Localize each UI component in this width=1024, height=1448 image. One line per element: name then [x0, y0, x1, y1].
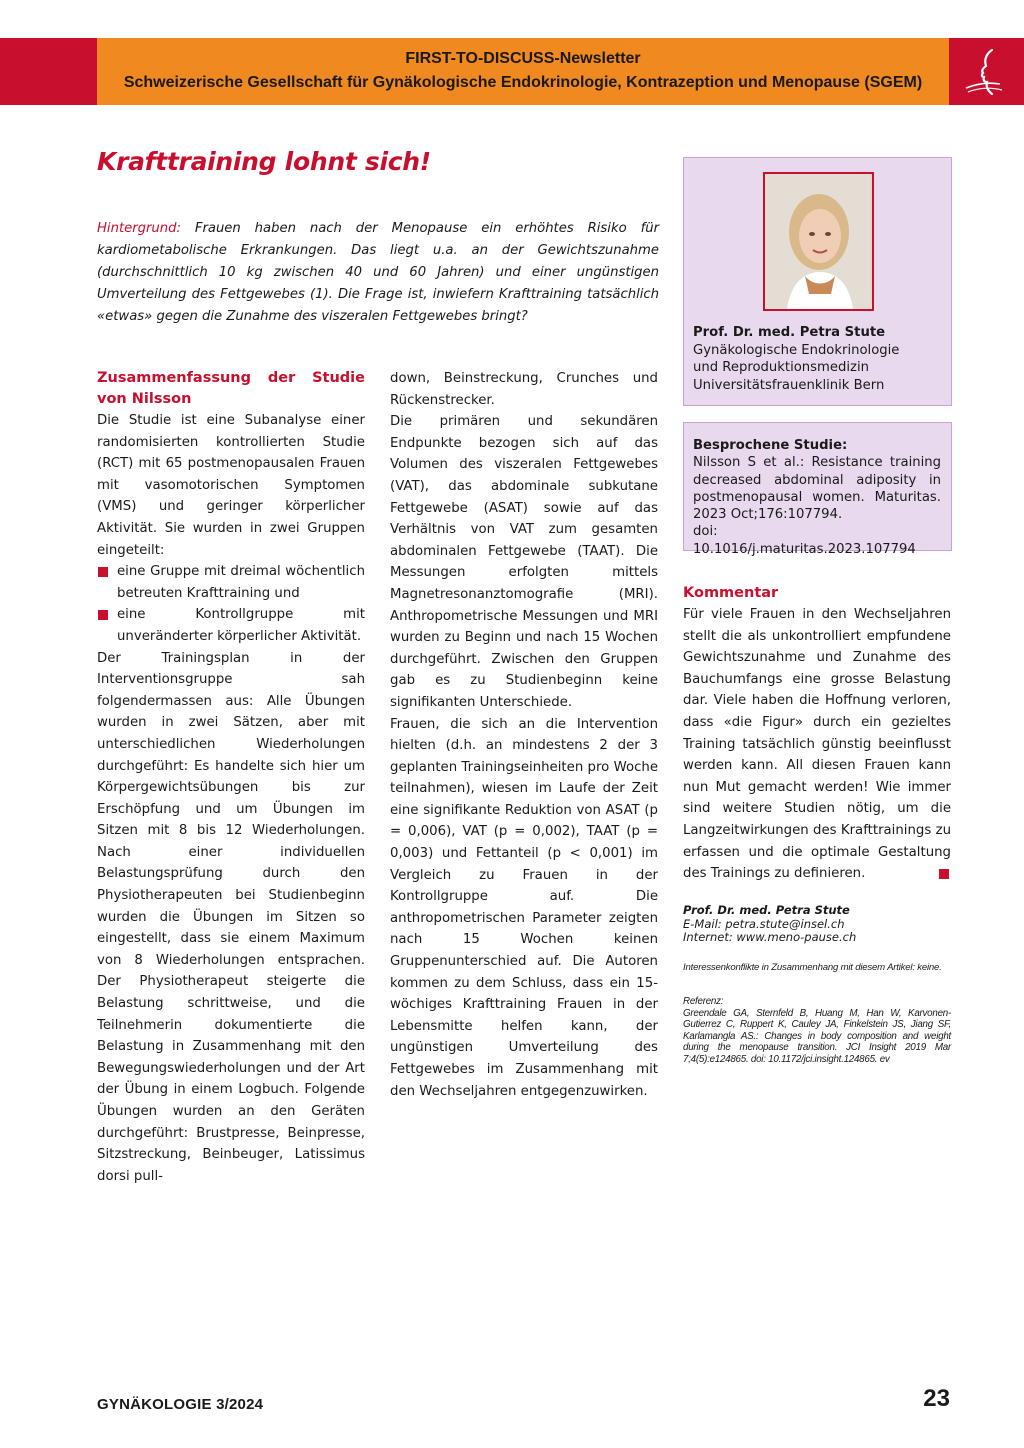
list-item-text: eine Kontrollgruppe mit unveränderter körperlicher Aktivität. — [117, 607, 365, 644]
signature-name: Prof. Dr. med. Petra Stute — [683, 903, 850, 917]
comment-body: Für viele Frauen in den Wechseljahren stellt die als unkontrolliert empfundene Gewichtszunahme und Zunahme des Bauchumfangs eine grosse Belastung dar. Viele haben die Hoffnung verloren, dass «die Figur» durch ein gezieltes Training tatsächlich günstig beeinflusst werden kann. All diesen Frauen kann nun Mut gemacht werden! Wie immer sind weitere Studien nötig, um die Langzeitwirkungen des Krafttrainings zu erfassen und die optimale Gestaltung des Trainings zu definieren. — [683, 607, 951, 882]
comment-text — [683, 604, 951, 885]
comment-column — [683, 583, 951, 885]
reference-label: Referenz: — [683, 996, 724, 1007]
bullet-square-icon — [98, 610, 108, 620]
study-heading: Besprochene Studie: — [693, 438, 848, 453]
author-department-1: Gynäkologische Endokrinologie — [693, 342, 900, 358]
group-list — [97, 561, 365, 647]
signature-email[interactable]: E-Mail: petra.stute@insel.ch — [683, 916, 845, 931]
summary-heading: Zusammenfassung der Studie von Nilsson — [97, 370, 365, 407]
study-info — [693, 437, 941, 558]
newsletter-title: FIRST-TO-DISCUSS-Newsletter — [405, 50, 641, 67]
author-name: Prof. Dr. med. Petra Stute — [693, 325, 886, 340]
author-info — [693, 324, 943, 394]
summary-paragraph-4: Die primären und sekundären Endpunkte bezogen sich auf das Volumen des viszeralen Fettgewebes (VAT), das abdominale subkutane Fettgewebe (ASAT) sowie auf das Verhältnis von VAT zum gesamten abdominalen Fettgewebe (TAAT). Die Messungen erfolgten mittels Magnetresonanztomografie (MRI). Anthropometrische Messungen und MRI wurden zu Beginn und nach 15 Wochen durchgeführt. Zwischen den Gruppen gab es zu Studienbeginn keine signifikanten Unterschiede. — [390, 414, 658, 710]
intro-text: Frauen haben nach der Menopause ein erhöhtes Risiko für kardiometabolische Erkrankungen. Das liegt u.a. an der Gewichtszunahme (durchschnittlich 10 kg zwischen 40 und 60 Jahren) und einer ungünstigen Umverteilung des Fettgewebes (1). Die Frage ist, inwiefern Krafttraining tatsächlich «etwas» gegen die Zunahme des viszeralen Fettgewebes bringt? — [97, 221, 659, 324]
study-citation: Nilsson S et al.: Resistance training decreased abdominal adiposity in postmenopausal women. Maturitas. 2023 Oct;176:107794. — [693, 455, 941, 523]
intro-paragraph — [97, 218, 659, 328]
conflict-statement: Interessenkonflikte in Zusammenhang mit diesem Artikel: keine. — [683, 962, 942, 973]
reference-text: Greendale GA, Sternfeld B, Huang M, Han W, Karvonen-Gutierrez C, Ruppert K, Cauley JA, Finkelstein JS, Jiang SF, Karlamangla AS.: Changes in body composition and weight during the menopause transition. JCI Insight 2019 Mar 7;4(5):e124865. doi: 10.1172/jci.insight.124865. ev — [683, 1007, 951, 1065]
author-institution: Universitätsfrauenklinik Bern — [693, 377, 885, 393]
page-number: 23 — [923, 1385, 950, 1412]
reference — [683, 996, 951, 1066]
summary-column-1 — [97, 368, 365, 1187]
signature — [683, 904, 951, 945]
list-item — [97, 604, 365, 647]
summary-paragraph-1: Die Studie ist eine Subanalyse einer randomisierten kontrollierten Studie (RCT) mit 65 postmenopausalen Frauen mit vasomotorischen Symptomen (VMS) und geringer körperlicher Aktivität. Sie wurden in zwei Gruppen eingeteilt: — [97, 413, 365, 558]
author-portrait — [763, 172, 874, 311]
summary-paragraph-3: down, Beinstreckung, Crunches und Rückenstrecker. — [390, 371, 658, 408]
list-item-text: eine Gruppe mit dreimal wöchentlich betreuten Krafttraining und — [117, 564, 365, 601]
end-mark-icon — [939, 869, 949, 879]
journal-issue: GYNÄKOLOGIE 3/2024 — [97, 1396, 264, 1413]
study-doi: doi: 10.1016/j.maturitas.2023.107794 — [693, 524, 916, 557]
header-band — [97, 38, 949, 105]
summary-paragraph-2: Der Trainingsplan in der Interventionsgruppe sah folgendermassen aus: Alle Übungen wurden in zwei Sätzen, aber mit unterschiedlichen Wiederholungen durchgeführt: Es handelte sich hier um Körpergewichtsübungen bis zur Erschöpfung und um Übungen im Sitzen mit 8 bis 12 Wiederholungen. Nach einer individuellen Belastungsprüfung durch den Physiotherapeuten bei Studienbeginn wurden die Übungen im Sitzen so eingestellt, dass sie einem Maximum von 8 Wiederholungen entsprachen. Der Physiotherapeut steigerte die Belastung schrittweise, und die Teilnehmerin dokumentierte die Belastung in Zusammenhang mit den Bewegungswiederholungen und der Art der Übung in einem Logbuch. Folgende Übungen wurden an den Geräten durchgeführt: Brustpresse, Beinpresse, Sitzstreckung, Beinbeuger, Latissimus dorsi pull- — [97, 650, 365, 1184]
author-department-2: und Reproduktionsmedizin — [693, 360, 869, 375]
summary-column-2 — [390, 368, 658, 1102]
bullet-square-icon — [98, 567, 108, 577]
society-name: Schweizerische Gesellschaft für Gynäkologische Endokrinologie, Kontrazeption und Menopause (SGEM) — [123, 74, 923, 91]
summary-paragraph-5: Frauen, die sich an die Intervention hielten (d.h. an mindestens 2 der 3 geplanten Trainingseinheiten pro Woche teilnahmen), wiesen im Laufe der Zeit eine signifikante Reduktion von ASAT (p = 0,006), VAT (p = 0,002), TAAT (p = 0,003) und Fettanteil (p < 0,001) im Vergleich zu Frauen in der Kontrollgruppe auf. Die anthropometrischen Parameter zeigten nach 15 Wochen keinen Gruppenunterschied auf. Die Autoren kommen zu dem Schluss, dass ein 15-wöchiges Krafttraining Frauen in der Lebensmitte helfen kann, der ungünstigen Umverteilung des Fettgewebes im Zusammenhang mit den Wechseljahren entgegenzuwirken. — [390, 716, 658, 1099]
article-title: Krafttraining lohnt sich! — [97, 147, 431, 176]
list-item — [97, 561, 365, 604]
intro-label: Hintergrund: — [97, 221, 181, 236]
header-left-band — [0, 38, 97, 105]
comment-heading: Kommentar — [683, 585, 779, 601]
signature-internet[interactable]: Internet: www.meno-pause.ch — [683, 930, 857, 944]
woman-profile-logo-icon — [956, 44, 1012, 100]
